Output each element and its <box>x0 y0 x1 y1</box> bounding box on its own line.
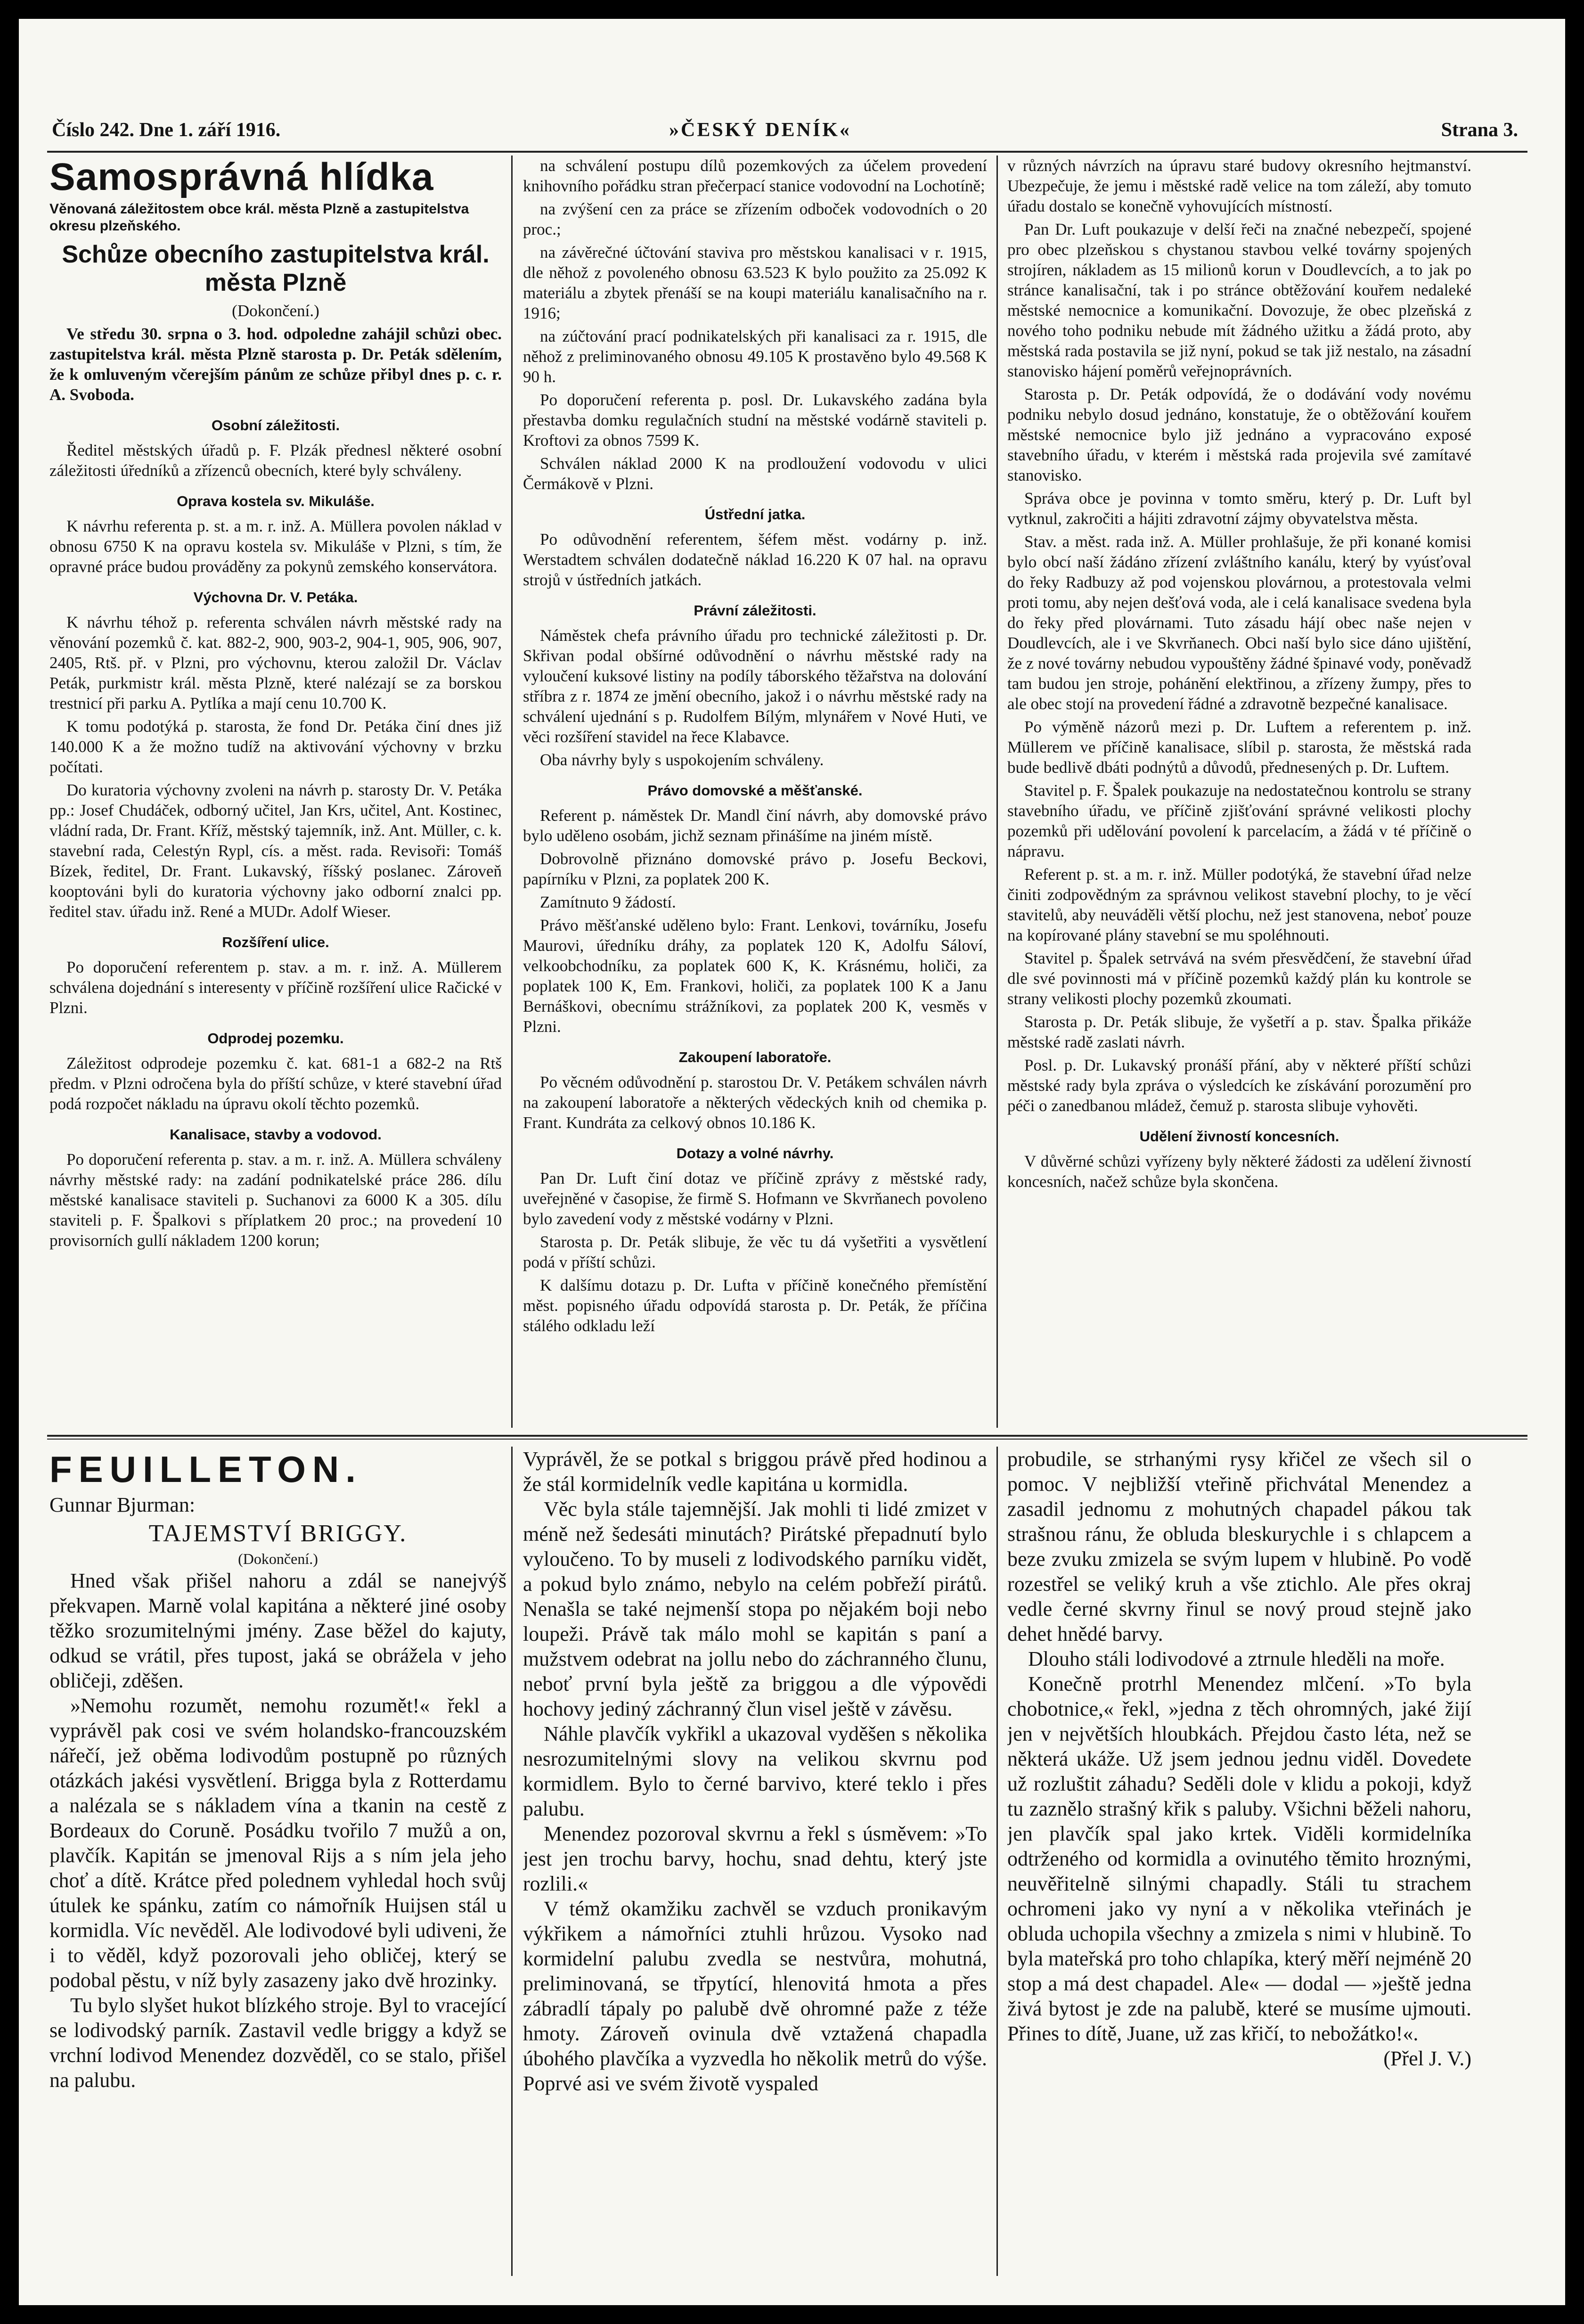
paragraph: Starosta p. Dr. Peták slibuje, že vyšetří a p. stav. Špalka přikáže městské radě zaslati návrh. <box>1007 1013 1471 1051</box>
continued-note: (Dokončení.) <box>238 1550 318 1567</box>
paragraph: V témž okamžiku zachvěl se vzduch pronikavým výkřikem a námořníci ztuhli hrůzou. Vysoko nad kormidelní palubu zvedla se nestvůra, mohutná, preliminovaná, se třpytící, hlenovitá hmota a přes zábradlí tápaly po palubě dvě ohromné paže z téže hmoty. Zároveň ovinula dvě vztažená chapadla úbohého plavčíka a vyzvedla ho několik metrů do výše. Poprvé asi ve svém životě vyspaled <box>523 1897 987 2095</box>
paragraph: Náměstek chefa právního úřadu pro technické záležitosti p. Dr. Skřivan podal obšírné odůvodnění o návrhu městské rady na vyloučení kuksové listiny na podíly táborského těžařstva na dolování stříbra z r. 1874 ze jmění obecního, jakož i o návrhu městské rady na schválení ujednání s p. Rudolfem Bílým, mlynářem v Nové Huti, ve věci rozšíření stavidel na řece Klabavce. <box>523 626 987 746</box>
section-heading: Kanalisace, stavby a vodovod. <box>170 1126 382 1143</box>
continued-note: (Dokončení.) <box>232 302 319 320</box>
paragraph: Po věcném odůvodnění p. starostou Dr. V. Petákem schválen návrh na zakoupení laboratoře a některých vědeckých knih od chemika p. Frant. Kundráta za celkový obnos 10.186 K. <box>523 1073 987 1132</box>
paragraph: Po doporučení referenta p. posl. Dr. Lukavského zadána byla přestavba domku regulačních studní na městské vodárně staviteli p. Kroftovi za obnos 7599 K. <box>523 391 987 450</box>
column-3 <box>1007 155 1471 1428</box>
section-heading: Výchovna Dr. V. Petáka. <box>193 589 358 606</box>
story-title: TAJEMSTVÍ BRIGGY. <box>148 1520 408 1547</box>
translator-signature: (Přel J. V.) <box>1383 2047 1471 2070</box>
section-heading: Rozšíření ulice. <box>222 934 329 950</box>
paragraph: na zúčtování prací podnikatelských při kanalisaci za r. 1915, dle něhož z preliminovaného obnosu 49.105 K prostavěno bylo 49.568 K 90 h. <box>523 327 987 386</box>
paragraph: Ve středu 30. srpna o 3. hod. odpoledne zahájil schůzi obec. zastupitelstva král. města Plzně starosta p. Dr. Peták sdělením, že k omluveným včerejším pánům ze schůze přibyl dnes p. c. r. A. Svoboda. <box>49 325 502 404</box>
section-heading: Právní záležitosti. <box>694 602 816 619</box>
paragraph: Záležitost odprodeje pozemku č. kat. 681-1 a 682-2 na Rtš předm. v Plzni odročena byla do příští schůze, v které stavební úřad podá rozpočet nákladu na úpravu okolí těchto pozemků. <box>49 1054 502 1113</box>
paragraph: K dalšímu dotazu p. Dr. Lufta v příčině konečného přemístění měst. popisného úřadu odpovídá starosta p. Dr. Peták, že příčina stálého odkladu leží <box>523 1276 987 1335</box>
column-divider <box>511 1447 513 2276</box>
paragraph: na závěrečné účtování staviva pro městskou kanalisaci v r. 1915, dle něhož z povoleného obnosu 63.523 K bylo použito za 25.092 K materiálu a zbytek přenáší se na koupi materiálu kanalisačního na r. 1916; <box>523 243 987 322</box>
feuilleton-column-3 <box>1007 1447 1471 2276</box>
paragraph: »Nemohu rozumět, nemohu rozumět!« řekl a vyprávěl pak cosi ve svém holandsko-francouzském nářečí, jež oběma lodivodům postupně po různých otázkách jakési vysvětlení. Brigga byla z Rotterdamu a nalézala se s nákladem vína a tkanin na cestě z Bordeaux do Coruně. Posádku tvořilo 7 mužů a on, plavčík. Kapitán se jmenoval Rijs a s ním jela jeho choť a dítě. Krátce před polednem vyhledal hoch svůj útulek ke spánku, zatím co námořník Huijsen stál u kormidla. Víc nevěděl. Ale lodivodové byli udiveni, že i to věděl, když pozorovali jeho obličej, který se podobal pěstu, v níž byly zasazeny jako dvě hrozinky. <box>49 1694 506 1992</box>
feuilleton-column-1 <box>49 1447 506 2276</box>
paragraph: Starosta p. Dr. Peták slibuje, že věc tu dá vyšetřiti a vysvětlení podá v příští schůzi. <box>523 1233 987 1271</box>
paragraph: Referent p. st. a m. r. inž. Müller podotýká, že stavební úřad nelze činiti zodpovědným za správnou velikost stavební plochy, to je věcí stavitelů, aby neuváděli větší plochu, než jest stanovena, neboť pouze na kopírované plány stavební se mu spoléhnouti. <box>1007 865 1471 944</box>
paragraph: Věc byla stále tajemnější. Jak mohli ti lidé zmizet v méně než šedesáti minutách? Pirátské přepadnutí bylo vyloučeno. To by museli z lodivodského parníku vidět, a pokud bylo známo, nebylo na celém pobřeží pirátů. Nenašla se také nejmenší stopa po nějakém boji nebo loupeži. Právě tak málo mohl se kapitán s paní a mužstvem odebrat na jollu nebo do záchranného člunu, neboť první byla ještě za briggou a dle výpovědi hochovy jediný záchranný člun visel ještě v závěsu. <box>523 1498 987 1720</box>
section-heading: Udělení živností koncesních. <box>1139 1128 1339 1145</box>
session-title: Schůze obecního zastupitelstva král. města Plzně <box>62 241 490 296</box>
paragraph: Hned však přišel nahoru a zdál se nanejvýš překvapen. Marně volal kapitána a některé jiné osoby těžko srozumitelnými jmény. Zase běžel do kajuty, odkud se vrátil, přes tupost, jaká se obrážela v jeho obličeji, zděšen. <box>49 1569 506 1692</box>
paragraph: V důvěrné schůzi vyřízeny byly některé žádosti za udělení živností koncesních, načež schůze byla skončena. <box>1007 1152 1471 1191</box>
paragraph: Schválen náklad 2000 K na prodloužení vodovodu v ulici Čermákově v Plzni. <box>523 454 987 493</box>
issue-number: Číslo 242. <box>52 119 135 141</box>
date: Dne 1. září 1916. <box>139 119 281 141</box>
section-heading: Dotazy a volné návrhy. <box>676 1145 834 1162</box>
paper-name: »ČESKÝ DENÍK« <box>669 119 851 141</box>
paragraph: K návrhu referenta p. st. a m. r. inž. A. Müllera povolen náklad v obnosu 6750 K na opravu kostela sv. Mikuláše v Plzni, s tím, že opravné práce budou prováděny za pokynů zemského konservátora. <box>49 517 502 576</box>
author: Gunnar Bjurman: <box>49 1493 196 1516</box>
paragraph: Zamítnuto 9 žádostí. <box>540 893 676 911</box>
paragraph: Konečně protrhl Menendez mlčení. »To byla chobotnice,« řekl, »jedna z těch ohromných, jaké žijí jen v největších hloubkách. Přejdou často léta, než se některá ukáže. Už jsem jednou jednu viděl. Dovedete už rozluštit záhadu? Seděli dole v klidu a pokoji, když tu zaznělo strašný křik s paluby. Všichni běželi nahoru, jen plavčík spal jako krtek. Viděli kormidelníka odtrženého od kormidla a ovinutého těmito hroznými, neuvěřitelně silnými chapadly. Stáli tu strachem ochromeni jako vy nyní a v několika vteřinách je obluda uchopila všechny a zmizela s nimi v hlubině. To byla mateřská pro toho chlapíka, který měří nejméně 20 stop a má dest chapadel. Ale« — dodal — »ještě jedna živá bytost je zde na palubě, které se musíme ujmouti. Přines to dítě, Juane, už zas křičí, to nebožátko!«. <box>1007 1672 1471 2045</box>
paragraph: Po výměně názorů mezi p. Dr. Luftem a referentem p. inž. Müllerem ve příčině kanalisace, slíbil p. starosta, že městská rada bude bedlivě dbáti podnýtů a důvodů, přednesených p. Dr. Luftem. <box>1007 718 1471 777</box>
paragraph: Náhle plavčík vykřikl a ukazoval vyděšen s několika nesrozumitelnými slovy na velikou skvrnu pod kormidlem. Bylo to černé barvivo, které teklo i přes palubu. <box>523 1722 987 1820</box>
paragraph: Dobrovolně přiznáno domovské právo p. Josefu Beckovi, papírníku v Plzni, za poplatek 200 K. <box>523 850 987 888</box>
paragraph: Ředitel městských úřadů p. F. Plzák přednesl některé osobní záležitosti úředníků a zřízenců obecních, které byly schváleny. <box>49 441 502 480</box>
section-heading: Oprava kostela sv. Mikuláše. <box>177 493 375 509</box>
column-divider <box>996 1447 998 2276</box>
section-heading: Zakoupení laboratoře. <box>678 1049 832 1065</box>
section-title: Samosprávná hlídka <box>49 155 434 198</box>
paragraph: Menendez pozoroval skvrnu a řekl s úsměvem: »To jest jen trochu barvy, hochu, snad dehtu, který jste rozlili.« <box>523 1822 987 1895</box>
feuilleton-heading: FEUILLETON. <box>49 1448 362 1490</box>
paragraph: Pan Dr. Luft poukazuje v delší řeči na značné nebezpečí, spojené pro obec plzeňskou s chystanou stavbou velké továrny spojených strojíren, nákladem as 15 milionů korun v Doudlevcích, a to jak po stránce kanalisační, tak i po stránce obtěžování kouřem nedaleké městské nemocnice a komunikační. Dovozuje, že obec plzeňská z nového toho podniku nebude mít žádného užitku a žádá proto, aby městská rada postavila se již nyní, pokud se tak již nestalo, na zásadní stanovisko hájení poměrů veřejnoprávních. <box>1007 220 1471 380</box>
section-heading: Osobní záležitosti. <box>211 417 340 434</box>
feuilleton-column-2 <box>523 1447 987 2276</box>
issue-date <box>52 119 280 141</box>
paragraph: K návrhu téhož p. referenta schválen návrh městské rady na věnování pozemků č. kat. 882-2, 900, 903-2, 904-1, 905, 906, 907, 2405, Rtš. př. v Plzni, pro výchovnu, kterou založil Dr. Václav Peták, purkmistr král. města Plzně, které nalézají se za borskou trestnicí při parku A. Pytlíka a mají cenu 10.700 K. <box>49 613 502 712</box>
paragraph: Referent p. náměstek Dr. Mandl činí návrh, aby domovské právo bylo uděleno osobám, jichž seznam přinášíme na jiném místě. <box>523 806 987 845</box>
paragraph: na schválení postupu dílů pozemkových za účelem provedení knihovního pořádku stran přečerpací stanice vodovodní na Lochotíně; <box>523 156 987 195</box>
paragraph: probudile, se strhanými rysy křičel ze všech sil o pomoc. V nejbližší vteřině přichvátal Menendez a zasadil jednomu z mohutných chapadel pákou tak strašnou ránu, že obluda bleskurychle i s chlapcem a beze zvuku zmizela se svým lupem v hlubině. Po vodě rozestřel se veliký kruh a vše ztichlo. Ale přes okraj vedle černé skvrny řinul se nový proud stejně jako dehet hnědé barvy. <box>1007 1448 1471 1645</box>
page-number: Strana 3. <box>1441 119 1518 141</box>
paragraph: Právo měšťanské uděleno bylo: Frant. Lenkovi, továrníku, Josefu Maurovi, úředníku dráhy, za poplatek 120 K, Adolfu Sáloví, velkoobchodníku, za poplatek 600 K, K. Krásnému, holiči, za poplatek 100 K, Em. Frankovi, holiči, za poplatek 100 K a Janu Bernáškovi, obecnímu strážníkovi, za poplatek 200 K, vesměs v Plzni. <box>523 916 987 1036</box>
paragraph: v různých návrzích na úpravu staré budovy okresního hejtmanství. Ubezpečuje, že jemu i městské radě velice na tom záleží, aby tomuto úřadu dostalo se konečně vyhovujících místností. <box>1007 156 1471 215</box>
paragraph: K tomu podotýká p. starosta, že fond Dr. Petáka činí dnes již 140.000 K a že možno tudíž na aktivování výchovny v brzku počítati. <box>49 717 502 776</box>
paragraph: Po doporučení referentem p. stav. a m. r. inž. A. Müllerem schválena dojednání s interesenty v příčině rozšíření ulice Račické v Plzni. <box>49 958 502 1017</box>
feuilleton-rule-2 <box>47 1439 1527 1440</box>
paragraph: Do kuratoria výchovny zvoleni na návrh p. starosty Dr. V. Petáka pp.: Josef Chudáček, odborný učitel, Jan Krs, učitel, Ant. Kostinec, vládní rada, Dr. Frant. Kříž, městský tajemník, inž. Ant. Müller, c. k. stavební rada, Celestýn Rypl, cís. a měst. rada. Revisoři: Tomáš Bízek, ředitel, Dr. Frant. Lukavský, říšský poslanec. Zároveň kooptováni byli do kuratoria výchovny jako odborní znalci pp. ředitel stav. úřadu inž. René a MUDr. Adolf Wieser. <box>49 781 502 921</box>
column-1 <box>49 155 502 1428</box>
feuilleton-rule <box>47 1435 1527 1437</box>
section-heading: Odprodej pozemku. <box>207 1030 344 1047</box>
paragraph: Stavitel p. Špalek setrvává na svém přesvědčení, že stavební úřad dle své povinnosti má v příčině pozemků každý plán ku kontrole se strany velikosti plochy pozemků zkoumati. <box>1007 949 1471 1008</box>
column-divider <box>996 155 998 1428</box>
paragraph: Správa obce je povinna v tomto směru, který p. Dr. Luft byl vytknul, zakročiti a hájiti zdravotní zájmy obyvatelstva města. <box>1007 489 1471 528</box>
paragraph: Tu bylo slyšet hukot blízkého stroje. Byl to vracející se lodivodský parník. Zastavil vedle briggy a když se vrchní lodivod Menendez dozvěděl, co se stalo, přišel na palubu. <box>49 1994 506 2092</box>
paragraph: Po odůvodnění referentem, šéfem měst. vodárny p. inž. Werstadtem schválen dodatečně náklad 16.220 K 07 hal. na opravu strojů v ústředních jatkách. <box>523 530 987 589</box>
section-heading: Ústřední jatka. <box>704 506 806 523</box>
paragraph: Stavitel p. F. Špalek poukazuje na nedostatečnou kontrolu se strany stavebního úřadu, ve příčině zjišťování správné velikosti plochy pozemků při udělování povolení k parcelacím, a žádá v té příčině o nápravu. <box>1007 781 1471 860</box>
paragraph: Po doporučení referenta p. stav. a m. r. inž. A. Müllera schváleny návrhy městské rady: na zadání podnikatelské práce 286. dílu městské kanalisace staviteli p. Suchanovi za 6000 K a 305. dílu staviteli p. F. Špalkovi s příplatkem 20 proc.; na provedení 10 provisorních gullí nákladem 1200 korun; <box>49 1150 502 1250</box>
paragraph: na zvýšení cen za práce se zřízením odboček vodovodních o 20 proc.; <box>523 200 987 238</box>
paragraph: Oba návrhy byly s uspokojením schváleny. <box>540 751 824 769</box>
paragraph: Posl. p. Dr. Lukavský pronáší přání, aby v některé příští schůzi městské rady byla zpráva o výsledcích ke získávání porozumění pro péči o zanedbanou mládež, čemuž p. starosta slibuje vyhověti. <box>1007 1056 1471 1115</box>
paragraph: Starosta p. Dr. Peták odpovídá, že o dodávání vody novému podniku nebylo dosud jednáno, konstatuje, že o obtěžování kouřem městské nemocnice bylo již jednáno a vypracováno exposé stavebního úřadu, v kterém i městská rada projevila své zamítavé stanovisko. <box>1007 385 1471 484</box>
newspaper-page <box>19 19 1565 2305</box>
column-2 <box>523 155 987 1428</box>
section-heading: Právo domovské a měšťanské. <box>647 782 863 799</box>
paragraph: Pan Dr. Luft činí dotaz ve příčině zprávy z městské rady, uveřejněné v časopise, že firmě S. Hofmann ve Skvrňanech povoleno bylo zavedení vody z městské vodárny v Plzni. <box>523 1169 987 1228</box>
paragraph: Stav. a měst. rada inž. A. Müller prohlašuje, že při konané komisi bylo obcí naší žádáno zřízení zvláštního kanálu, který by vyúsťoval do řeky Radbuzy až pod vojenskou plovárnou, a protestovala velmi proti tomu, aby nejen dešťová voda, ale i celá kanalisace svedena byla do řeky před plovárnami. Tuto zásadu hájí obec naše nejen v Doudlevcích, ale i ve Skvrňanech. Obci naší bylo sice dáno ujištění, že z nové továrny nebudou vypouštěny žádné špinavé vody, poněvadž tam budou jen stroje, pohánění elektřinou, a zřízeny žumpy, přes to ale obec stojí na provedení řádné a zdravotně bezpečné kanalisace. <box>1007 532 1471 713</box>
column-divider <box>511 155 513 1428</box>
paragraph: Dlouho stáli lodivodové a ztrnule hleděli na moře. <box>1028 1647 1445 1670</box>
section-subtitle: Věnovaná záležitostem obce král. města Plzně a zastupitelstva okresu plzeňského. <box>49 201 469 234</box>
paragraph: Vyprávěl, že se potkal s briggou právě před hodinou a že stál kormidelník vedle kapitána u kormidla. <box>523 1448 987 1496</box>
header-rule <box>47 151 1527 153</box>
